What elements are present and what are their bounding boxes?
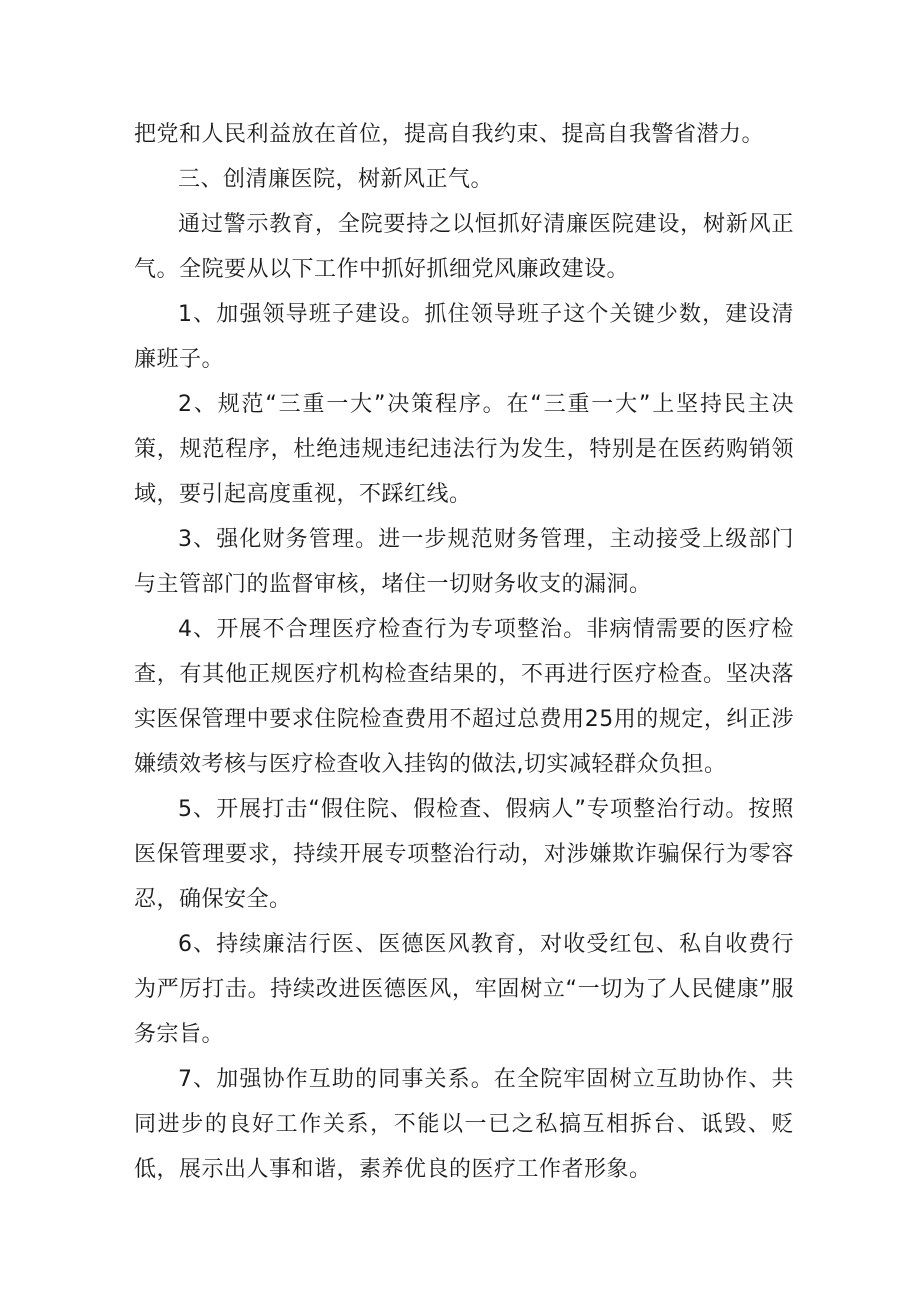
list-item-2: 2、规范“三重一大”决策程序。在“三重一大”上坚持民主决策，规范程序，杜绝违规违纪违法行为发生，特别是在医药购销领域，要引起高度重视，不踩红线。 <box>134 392 794 507</box>
section-heading: 三、创清廉医院，树新风正气。 <box>178 167 494 192</box>
document-body <box>134 112 794 1192</box>
list-item-3: 3、强化财务管理。进一步规范财务管理，主动接受上级部门与主管部门的监督审核，堵住一切财务收支的漏洞。 <box>134 527 794 597</box>
paragraph-continuation: 把党和人民利益放在首位，提高自我约束、提高自我警省潜力。 <box>134 122 765 147</box>
list-item-1: 1、加强领导班子建设。抓住领导班子这个关键少数，建设清廉班子。 <box>134 302 794 372</box>
list-item-6: 6、持续廉洁行医、医德医风教育，对收受红包、私自收费行为严厉打击。持续改进医德医风，牢固树立“一切为了人民健康”服务宗旨。 <box>134 932 794 1047</box>
list-item-4: 4、开展不合理医疗检查行为专项整治。非病情需要的医疗检查，有其他正规医疗机构检查结果的，不再进行医疗检查。坚决落实医保管理中要求住院检查费用不超过总费用25用的规定，纠正涉嫌绩效考核与医疗检查收入挂钩的做法,切实减轻群众负担。 <box>134 617 794 777</box>
list-item-7: 7、加强协作互助的同事关系。在全院牢固树立互助协作、共同进步的良好工作关系，不能以一已之私搞互相拆台、诋毁、贬低，展示出人事和谐，素养优良的医疗工作者形象。 <box>134 1067 794 1182</box>
paragraph-intro: 通过警示教育，全院要持之以恒抓好清廉医院建设，树新风正气。全院要从以下工作中抓好抓细党风廉政建设。 <box>134 212 794 282</box>
list-item-5: 5、开展打击“假住院、假检查、假病人”专项整治行动。按照医保管理要求，持续开展专项整治行动，对涉嫌欺诈骗保行为零容忍，确保安全。 <box>134 797 794 912</box>
